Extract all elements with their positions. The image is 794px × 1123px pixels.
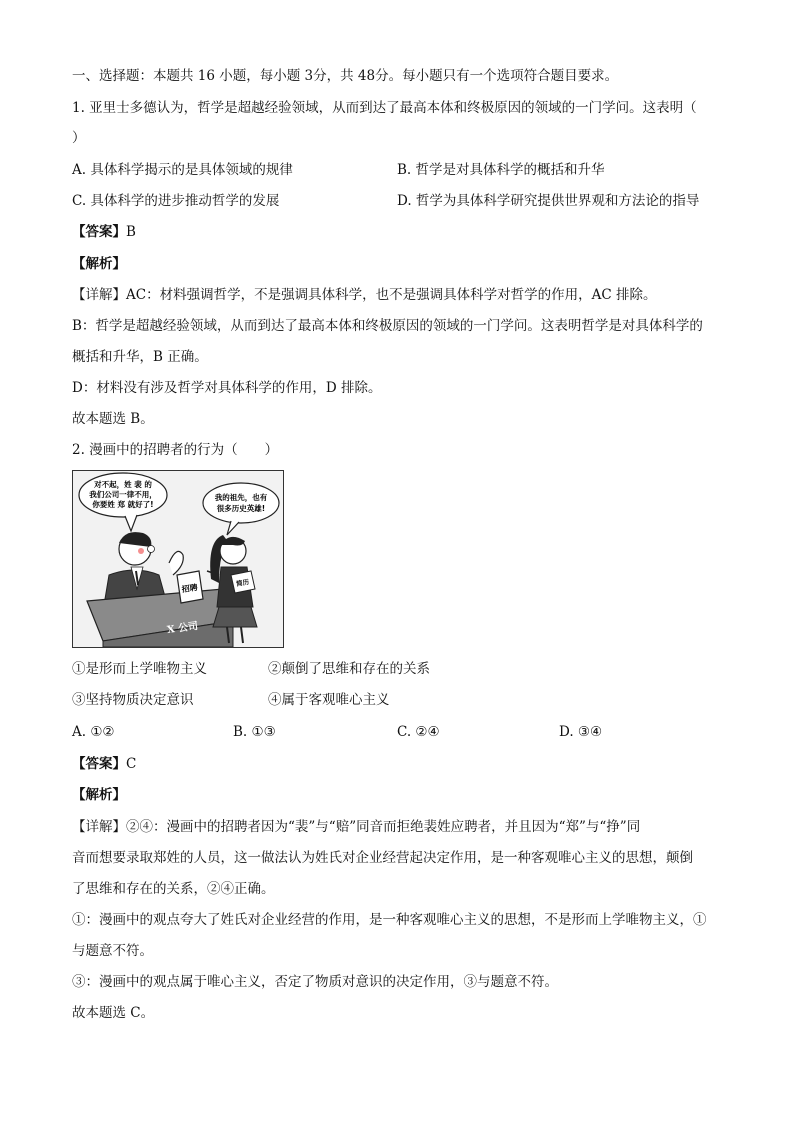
q1-detail-4: D：材料没有涉及哲学对具体科学的作用，D 排除。 <box>72 380 382 396</box>
q1-detail-3: 概括和升华，B 正确。 <box>72 349 208 365</box>
q1-option-c: C. 具体科学的进步推动哲学的发展 <box>72 193 280 209</box>
bubble-right-line-2: 很多历史英雄! <box>216 504 266 513</box>
q2-statement-3: ③坚持物质决定意识 <box>72 692 194 708</box>
bubble-left-line-3: 你要姓 郑 就好了! <box>92 500 154 509</box>
section-header: 一、选择题：本题共 16 小题，每小题 3分，共 48分。每小题只有一个选项符合题目要求。 <box>72 68 619 84</box>
q2-conclusion: 故本题选 C。 <box>72 1005 155 1021</box>
cartoon-illustration <box>73 471 283 647</box>
q2-statement-4: ④属于客观唯心主义 <box>268 692 390 708</box>
q2-detail-2: 音而想要录取郑姓的人员，这一做法认为姓氏对企业经营起决定作用，是一种客观唯心主义的思想，颠倒 <box>72 850 693 866</box>
q1-option-b: B. 哲学是对具体科学的概括和升华 <box>397 162 605 178</box>
q1-conclusion: 故本题选 B。 <box>72 411 154 427</box>
q2-option-c: C. ②④ <box>397 724 440 740</box>
q2-detail-5: 与题意不符。 <box>72 943 153 959</box>
q2-detail-3: 了思维和存在的关系，②④正确。 <box>72 881 275 897</box>
bubble-left-line-1: 对不起，姓 裴 的 <box>94 480 152 489</box>
resume-paper-text: 简历 <box>235 577 250 589</box>
q2-answer-label: 【答案】 <box>72 756 126 772</box>
q2-detail-6: ③：漫画中的观点属于唯心主义，否定了物质对意识的决定作用，③与题意不符。 <box>72 974 558 990</box>
q1-analysis-label: 【解析】 <box>72 256 126 272</box>
q2-stem: 2. 漫画中的招聘者的行为（ ） <box>72 442 279 458</box>
speech-bubble-right <box>203 483 279 523</box>
q2-cartoon <box>72 470 284 648</box>
q2-detail-4: ①：漫画中的观点夸大了姓氏对企业经营的作用，是一种客观唯心主义的思想，不是形而上学唯物主义，① <box>72 912 707 928</box>
q1-option-a: A. 具体科学揭示的是具体领域的规律 <box>72 162 293 178</box>
q2-option-a: A. ①② <box>72 724 115 740</box>
bubble-left-line-2: 我们公司一律不用， <box>89 490 157 499</box>
sign-text: 招聘 <box>180 581 199 595</box>
q2-statement-1: ①是形而上学唯物主义 <box>72 661 207 677</box>
recruitment-sign <box>177 571 203 603</box>
q1-answer-label: 【答案】 <box>72 224 126 240</box>
q2-option-d: D. ③④ <box>559 724 603 740</box>
q1-answer-value: B <box>126 224 136 240</box>
q2-answer <box>72 755 136 773</box>
q2-answer-value: C <box>126 756 137 772</box>
q1-detail-2: B：哲学是超越经验领域，从而到达了最高本体和终极原因的领域的一门学问。这表明哲学是对具体科学的 <box>72 318 703 334</box>
q1-option-d: D. 哲学为具体科学研究提供世界观和方法论的指导 <box>397 193 700 209</box>
desk-company-label: X 公司 <box>166 620 199 637</box>
q2-option-b: B. ①③ <box>233 724 276 740</box>
q2-detail-1: 【详解】②④：漫画中的招聘者因为“裴”与“赔”同音而拒绝裴姓应聘者，并且因为“郑”与“挣”同 <box>72 819 641 835</box>
q1-answer <box>72 223 136 241</box>
bubble-right-line-1: 我的祖先，也有 <box>214 493 268 502</box>
q1-stem-line-1: 1. 亚里士多德认为，哲学是超越经验领域，从而到达了最高本体和终极原因的领域的一门学问。这表明（ <box>72 100 697 116</box>
q1-detail-1: 【详解】AC：材料强调哲学，不是强调具体科学，也不是强调具体科学对哲学的作用，AC 排除。 <box>72 287 657 303</box>
q1-stem-line-2: ） <box>72 130 86 146</box>
q2-statement-2: ②颠倒了思维和存在的关系 <box>268 661 430 677</box>
q2-analysis-label: 【解析】 <box>72 787 126 803</box>
